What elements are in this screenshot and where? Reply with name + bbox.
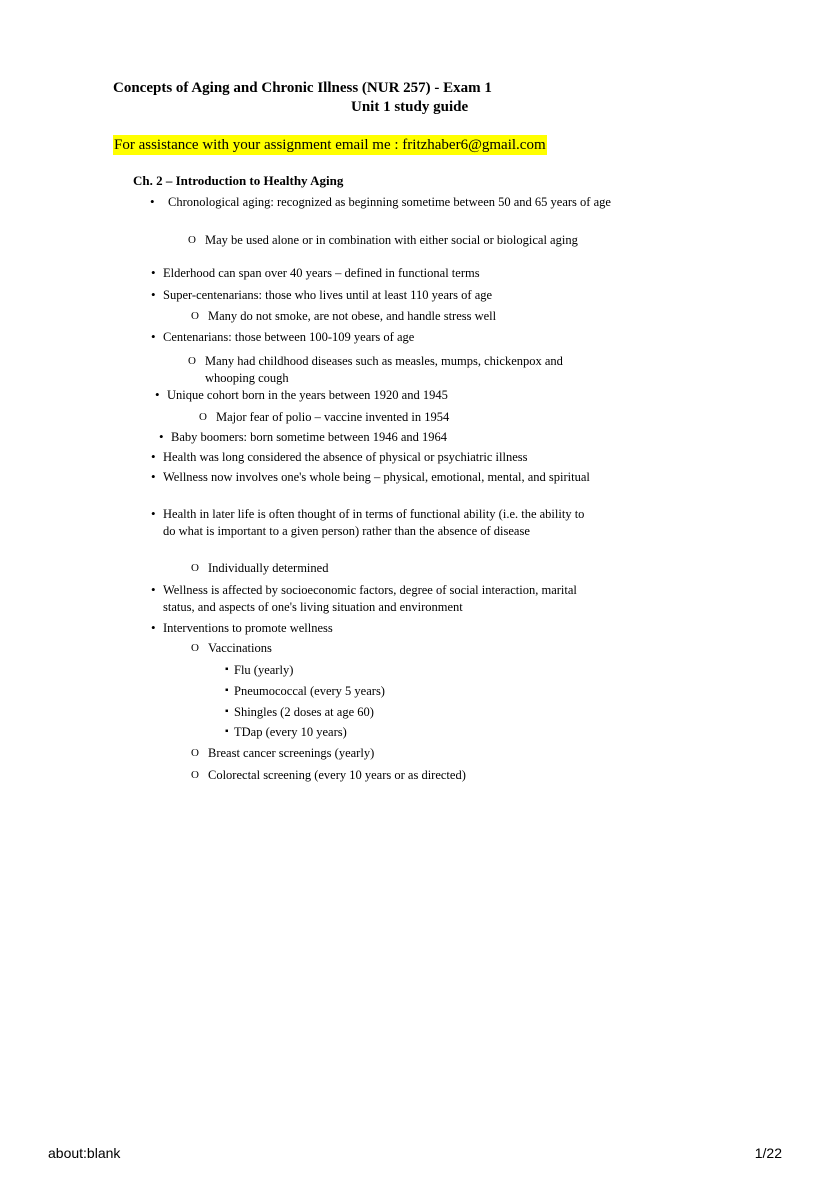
circle-bullet-icon: O (191, 310, 199, 322)
list-item: O Major fear of polio – vaccine invented in 1954 (199, 410, 450, 424)
list-item: O Many do not smoke, are not obese, and handle stress well (191, 309, 497, 323)
bullet-icon: • (159, 429, 164, 444)
list-item: O Individually determined (191, 561, 329, 575)
list-item: O Vaccinations (191, 641, 272, 655)
list-item: • Chronological aging: recognized as beginning sometime between 50 and 65 years of age (150, 194, 611, 209)
document-title: Concepts of Aging and Chronic Illness (NUR 257) - Exam 1 (113, 80, 492, 96)
list-item: • Centenarians: those between 100-109 years of age (151, 329, 415, 344)
list-item: ▪ Pneumococcal (every 5 years) (225, 684, 385, 698)
list-item: ▪ TDap (every 10 years) (225, 725, 347, 739)
list-item: ▪ Shingles (2 doses at age 60) (225, 705, 374, 719)
circle-bullet-icon: O (188, 355, 196, 367)
circle-bullet-icon: O (191, 769, 199, 781)
square-bullet-icon: ▪ (225, 706, 229, 717)
page-number: 1/22 (754, 1145, 782, 1161)
circle-bullet-icon: O (191, 747, 199, 759)
list-item: ▪ Flu (yearly) (225, 663, 294, 677)
list-item: O Colorectal screening (every 10 years or as directed) (191, 768, 466, 782)
list-item: O May be used alone or in combination with either social or biological aging (188, 233, 578, 247)
circle-bullet-icon: O (191, 562, 199, 574)
list-item: O Many had childhood diseases such as measles, mumps, chickenpox and whooping cough (188, 354, 563, 385)
bullet-icon: • (151, 329, 156, 344)
square-bullet-icon: ▪ (225, 726, 229, 737)
bullet-icon: • (151, 506, 156, 521)
bullet-icon: • (151, 449, 156, 464)
list-item: • Health was long considered the absence of physical or psychiatric illness (151, 449, 528, 464)
list-item: • Baby boomers: born sometime between 1946 and 1964 (159, 429, 447, 444)
assistance-highlight: For assistance with your assignment email me : fritzhaber6@gmail.com (114, 137, 546, 153)
list-item: O Breast cancer screenings (yearly) (191, 746, 375, 760)
circle-bullet-icon: O (191, 642, 199, 654)
square-bullet-icon: ▪ (225, 685, 229, 696)
list-item: • Wellness now involves one's whole being – physical, emotional, mental, and spiritual (151, 469, 590, 484)
list-item: • Super-centenarians: those who lives until at least 110 years of age (151, 287, 493, 302)
bullet-icon: • (151, 469, 156, 484)
bullet-icon: • (151, 582, 156, 597)
circle-bullet-icon: O (199, 411, 207, 423)
list-item: • Unique cohort born in the years between 1920 and 1945 (155, 387, 448, 402)
list-item: • Elderhood can span over 40 years – defined in functional terms (151, 265, 480, 280)
list-item: • Health in later life is often thought of in terms of functional ability (i.e. the ability to do what is important to a given person) rather than the absence of disease (151, 506, 585, 538)
bullet-icon: • (155, 387, 160, 402)
section-heading: Ch. 2 – Introduction to Healthy Aging (133, 173, 344, 188)
bullet-icon: • (151, 265, 156, 280)
list-item: • Interventions to promote wellness (151, 620, 333, 635)
list-item: • Wellness is affected by socioeconomic factors, degree of social interaction, marital status, and aspects of one's living situation and environment (151, 582, 577, 614)
square-bullet-icon: ▪ (225, 664, 229, 675)
document-subtitle: Unit 1 study guide (351, 99, 469, 115)
circle-bullet-icon: O (188, 234, 196, 246)
footer-url: about:blank (48, 1145, 121, 1161)
bullet-icon: • (151, 620, 156, 635)
bullet-icon: • (151, 287, 156, 302)
